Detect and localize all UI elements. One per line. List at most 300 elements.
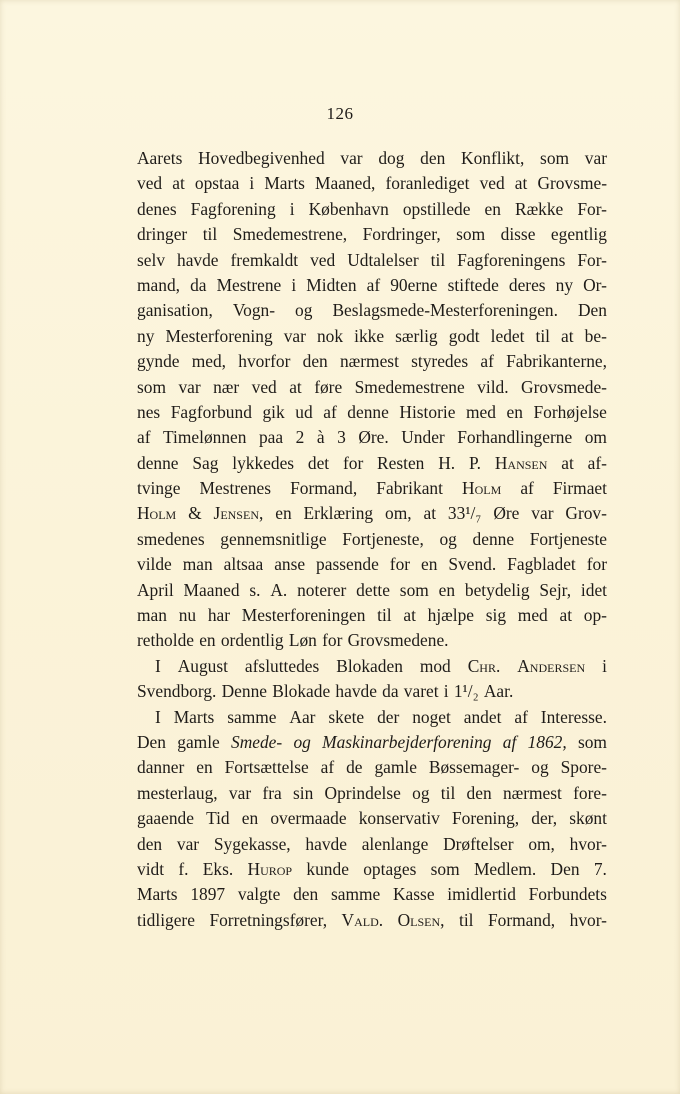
- word: Forhandlingerne: [457, 427, 573, 448]
- word: gynde: [137, 351, 180, 372]
- word: I: [155, 655, 161, 676]
- word: Firmaet: [552, 478, 607, 499]
- word: den: [302, 351, 328, 372]
- word: som: [399, 579, 429, 600]
- word: Holm: [137, 503, 177, 524]
- word: nes: [137, 401, 161, 422]
- word: April: [137, 579, 174, 600]
- word: &: [188, 503, 202, 524]
- word: en: [421, 554, 438, 575]
- word: 2: [295, 427, 305, 448]
- text-line: [137, 273, 607, 298]
- word: nærmest: [502, 782, 562, 803]
- word: da: [382, 681, 399, 702]
- word: nok: [316, 325, 344, 346]
- word: som: [540, 148, 570, 168]
- word: hvorfor: [238, 351, 291, 372]
- word: for: [586, 554, 607, 575]
- word: dog: [378, 148, 405, 168]
- word: ved: [137, 173, 163, 194]
- text-line: [137, 628, 607, 653]
- word: af: [323, 401, 337, 422]
- word: nærmest: [339, 351, 399, 372]
- word: Mestrene: [216, 274, 282, 295]
- word: man: [182, 554, 213, 575]
- word: Fortjeneste,: [342, 528, 424, 549]
- word: Interesse.: [540, 706, 607, 727]
- word: som: [577, 731, 607, 752]
- word: Blokade: [272, 681, 331, 702]
- word: godt: [448, 325, 480, 346]
- word: til: [440, 782, 456, 803]
- word: Svend.: [448, 554, 497, 575]
- word: ledet: [490, 325, 525, 346]
- word: s.: [249, 579, 261, 600]
- text-line: [137, 375, 607, 400]
- word: Jensen,: [213, 503, 264, 524]
- word: Hovedbegivenhed: [198, 148, 325, 168]
- word: Formand,: [488, 909, 556, 930]
- word: konservativ: [358, 808, 440, 829]
- word: gamle: [177, 731, 220, 752]
- word: hjælpe: [427, 605, 475, 626]
- word: H.: [438, 452, 456, 473]
- text-line: [137, 832, 607, 857]
- word: denes: [137, 198, 177, 219]
- word: der,: [531, 808, 558, 829]
- text-line: [137, 654, 607, 679]
- word: mand,: [137, 274, 180, 295]
- word: Aar.: [483, 681, 514, 702]
- word: gamle: [374, 757, 417, 778]
- word: danner: [137, 757, 185, 778]
- word: ud: [295, 401, 313, 422]
- word: 90erne: [390, 274, 438, 295]
- word: skete: [328, 706, 365, 727]
- word: betydelig: [464, 579, 530, 600]
- word: P.: [468, 452, 482, 473]
- word: og: [412, 782, 430, 803]
- word: Forening,: [451, 808, 520, 829]
- word: Chr.: [467, 655, 501, 676]
- word: Aarets: [137, 148, 183, 168]
- word: af: [480, 351, 494, 372]
- word: Resten: [377, 452, 425, 473]
- text-line: [137, 248, 607, 273]
- word: til: [535, 325, 550, 346]
- word: Udtalelser: [347, 249, 419, 270]
- word: andet: [463, 706, 502, 727]
- word: Forhøjelse: [533, 401, 607, 422]
- word: valgte: [237, 884, 281, 905]
- word: Erklæring: [303, 503, 374, 524]
- text-line: [137, 501, 607, 526]
- word: som: [456, 224, 486, 245]
- word: Timelønnen: [163, 427, 247, 448]
- word: Sejr,: [539, 579, 572, 600]
- word: vild.: [477, 376, 509, 397]
- word: af: [320, 757, 335, 778]
- word: med,: [191, 351, 227, 372]
- word: Grovsmede-: [521, 376, 607, 397]
- word: alenlange: [361, 833, 429, 854]
- word: Andersen: [517, 655, 586, 676]
- word: Fagforbund: [170, 401, 252, 422]
- word: Grovsme-: [537, 173, 607, 194]
- word: Historie: [399, 401, 456, 422]
- word: mod: [419, 655, 451, 676]
- word: ordentlig: [220, 630, 284, 651]
- word: afsluttedes: [244, 655, 320, 676]
- word: om,: [528, 833, 555, 854]
- word: dringer: [137, 224, 188, 245]
- text-line: [137, 730, 607, 755]
- word: Grov-: [565, 503, 607, 524]
- text-line: [137, 222, 607, 247]
- word: har: [207, 605, 231, 626]
- text-line: [137, 298, 607, 323]
- word: Mestrenes: [199, 478, 272, 499]
- word: paa: [258, 427, 284, 448]
- word: for: [389, 554, 411, 575]
- text-line: [137, 781, 607, 806]
- text-line: [137, 527, 607, 552]
- word: til: [459, 909, 474, 930]
- word: med: [465, 401, 496, 422]
- word: af: [514, 706, 528, 727]
- text-line: [137, 171, 607, 196]
- word: noterer: [297, 579, 347, 600]
- word: Forretningsfører,: [209, 909, 328, 930]
- word: Fagbladet: [507, 554, 576, 575]
- word: For-: [577, 249, 607, 270]
- word: nær: [213, 376, 240, 397]
- word: Bøssemager-: [428, 757, 520, 778]
- word: som: [137, 376, 166, 397]
- word: egentlig: [550, 224, 607, 245]
- word: den: [420, 148, 446, 168]
- word: idet: [580, 579, 607, 600]
- word: Spore-: [560, 757, 607, 778]
- word: til: [202, 224, 218, 245]
- word: de: [346, 757, 363, 778]
- word: ganisation,: [137, 300, 213, 321]
- word: var: [228, 782, 252, 803]
- text-line: [137, 197, 607, 222]
- word: overmaade: [270, 808, 347, 829]
- word: nu: [178, 605, 197, 626]
- word: Maaned: [183, 579, 240, 600]
- word: om,: [385, 503, 412, 524]
- word: en: [275, 503, 292, 524]
- word: tvinge: [137, 478, 181, 499]
- word: tidligere: [137, 909, 195, 930]
- word: for: [342, 452, 364, 473]
- word: København: [308, 198, 389, 219]
- word: Løn: [288, 630, 317, 651]
- word: en: [196, 757, 213, 778]
- word: gennemsnitlige: [220, 528, 327, 549]
- word: i: [249, 173, 255, 194]
- word: opstaa: [194, 173, 240, 194]
- word: af: [520, 478, 534, 499]
- word: kunde: [306, 858, 349, 879]
- word: fra: [262, 782, 282, 803]
- word: lykkedes: [232, 452, 295, 473]
- word: en: [199, 630, 216, 651]
- word: havde: [177, 249, 219, 270]
- word: altsaa: [223, 554, 264, 575]
- word: skønt: [569, 808, 607, 829]
- word: i: [443, 681, 449, 702]
- word: stiftede: [447, 274, 499, 295]
- word: smedenes: [137, 528, 205, 549]
- word: à: [316, 427, 325, 448]
- word: var: [283, 325, 306, 346]
- page-number: 126: [326, 104, 354, 123]
- word: den: [137, 833, 163, 854]
- text-line: [137, 425, 607, 450]
- word: Marts: [137, 884, 178, 905]
- word: man: [137, 605, 167, 626]
- word: som: [430, 858, 460, 879]
- word: en: [241, 808, 259, 829]
- text-line: [137, 349, 607, 374]
- word: i: [289, 198, 295, 219]
- word: varet: [403, 681, 439, 702]
- word: Fabrikanterne,: [506, 351, 607, 372]
- word: Tid: [206, 808, 230, 829]
- word: var: [340, 148, 363, 168]
- word: mesterlaug,: [137, 782, 218, 803]
- word: Den: [137, 731, 166, 752]
- text-line: [137, 476, 607, 501]
- word: for: [322, 630, 343, 651]
- word: 1862,: [527, 731, 567, 752]
- word: denne: [472, 528, 515, 549]
- word: var: [178, 376, 201, 397]
- word: A.: [270, 579, 288, 600]
- word: en: [484, 198, 501, 219]
- text-line: [137, 908, 607, 933]
- word: Olsen,: [397, 909, 445, 930]
- word: til: [377, 605, 392, 626]
- word: ved: [310, 249, 336, 270]
- word: denne: [137, 452, 179, 473]
- text-line: [137, 324, 607, 349]
- word: ved: [479, 173, 505, 194]
- text-line: [137, 552, 607, 577]
- word: føre: [314, 376, 343, 397]
- word: og: [439, 528, 457, 549]
- word: For-: [577, 198, 607, 219]
- word: Maaned,: [315, 173, 376, 194]
- word: i: [291, 274, 297, 295]
- word: Vald.: [341, 909, 384, 930]
- word: samme: [330, 884, 381, 905]
- word: selv: [137, 249, 166, 270]
- word: fremkaldt: [230, 249, 299, 270]
- word: Denne: [221, 681, 267, 702]
- word: den: [466, 782, 492, 803]
- word: en: [506, 401, 523, 422]
- word: gaaende: [137, 808, 194, 829]
- word: sig: [485, 605, 507, 626]
- word: samme: [227, 706, 277, 727]
- word: Maskinarbejderforening: [322, 731, 492, 752]
- word: Fordringer,: [362, 224, 441, 245]
- word: optages: [363, 858, 417, 879]
- word: 33¹/₇: [447, 503, 482, 524]
- word: at: [423, 503, 437, 524]
- word: Smedemestrene: [354, 376, 465, 397]
- word: ved: [251, 376, 277, 397]
- word: be-: [584, 325, 607, 346]
- word: Den: [550, 858, 580, 879]
- word: op-: [583, 605, 607, 626]
- word: Række: [514, 198, 564, 219]
- word: f.: [178, 858, 189, 879]
- word: med: [517, 605, 548, 626]
- word: Sygekasse,: [213, 833, 291, 854]
- word: Fagforeningens: [457, 249, 566, 270]
- word: Aar: [289, 706, 316, 727]
- text-line: [137, 146, 607, 171]
- word: Mesterforening: [165, 325, 273, 346]
- word: vilde: [137, 554, 172, 575]
- word: 7.: [593, 858, 607, 879]
- word: gik: [262, 401, 285, 422]
- word: at: [561, 325, 574, 346]
- word: Fagforening: [190, 198, 276, 219]
- word: havde: [305, 833, 347, 854]
- body-text: [137, 146, 607, 933]
- word: hvor-: [569, 833, 607, 854]
- word: Medlem.: [473, 858, 537, 879]
- word: Sag: [192, 452, 219, 473]
- word: Marts: [173, 706, 215, 727]
- word: Smedemestrene,: [232, 224, 348, 245]
- word: af: [137, 427, 151, 448]
- word: i: [602, 655, 607, 676]
- word: Grovsmedene.: [347, 630, 449, 651]
- text-line: [137, 857, 607, 882]
- word: Beslagsmede-Mesterforeningen.: [332, 300, 558, 321]
- word: Drøftelser: [443, 833, 514, 854]
- word: ny: [555, 274, 574, 295]
- word: 1897: [190, 884, 226, 905]
- word: vidt: [137, 858, 165, 879]
- word: Holm: [462, 478, 502, 499]
- word: var: [176, 833, 200, 854]
- word: og: [293, 731, 311, 752]
- word: August: [177, 655, 228, 676]
- text-line: [137, 578, 607, 603]
- word: Hansen: [494, 452, 548, 473]
- word: til: [430, 249, 446, 270]
- word: var: [584, 148, 607, 168]
- word: disse: [500, 224, 536, 245]
- word: Forbundets: [528, 884, 607, 905]
- word: foranlediget: [385, 173, 470, 194]
- word: Konflikt,: [461, 148, 525, 168]
- word: Fortsættelse: [224, 757, 309, 778]
- text-line: [137, 451, 607, 476]
- word: Formand,: [290, 478, 358, 499]
- word: Den: [577, 300, 607, 321]
- word: Øre: [493, 503, 520, 524]
- word: Mesterforeningen: [241, 605, 366, 626]
- word: at: [559, 605, 573, 626]
- word: deres: [508, 274, 546, 295]
- word: ny: [137, 325, 155, 346]
- word: og: [295, 300, 313, 321]
- word: Midten: [306, 274, 357, 295]
- word: Kasse: [393, 884, 435, 905]
- word: af: [502, 731, 517, 752]
- word: Marts: [264, 173, 305, 194]
- word: særlig: [395, 325, 438, 346]
- word: at: [172, 173, 185, 194]
- word: Hurop: [247, 858, 293, 879]
- word: styredes: [411, 351, 469, 372]
- word: Eks.: [202, 858, 234, 879]
- word: der: [377, 706, 400, 727]
- word: Smede-: [231, 731, 283, 752]
- text-line: [137, 679, 607, 704]
- word: en: [438, 579, 456, 600]
- word: ikke: [354, 325, 385, 346]
- word: havde: [335, 681, 377, 702]
- word: Øre.: [358, 427, 389, 448]
- word: af: [366, 274, 381, 295]
- word: retholde: [137, 630, 194, 651]
- word: 3: [337, 427, 346, 448]
- word: Vogn-: [232, 300, 276, 321]
- word: hvor-: [569, 909, 607, 930]
- word: noget: [412, 706, 451, 727]
- word: dette: [356, 579, 390, 600]
- word: det: [307, 452, 330, 473]
- word: at: [289, 376, 302, 397]
- word: at: [403, 605, 416, 626]
- word: Or-: [583, 274, 607, 295]
- word: Fabrikant: [376, 478, 443, 499]
- word: Fortjeneste: [529, 528, 607, 549]
- text-line: [137, 882, 607, 907]
- text-line: [137, 603, 607, 628]
- text-line: [137, 705, 607, 730]
- word: 1¹/₂: [453, 681, 479, 702]
- text-line: [137, 755, 607, 780]
- word: af-: [587, 452, 607, 473]
- word: den: [293, 884, 319, 905]
- word: Svendborg.: [137, 681, 217, 702]
- word: om: [584, 427, 607, 448]
- word: I: [155, 706, 161, 727]
- word: opstillede: [402, 198, 471, 219]
- word: var: [531, 503, 554, 524]
- word: sin: [292, 782, 314, 803]
- word: Oprindelse: [324, 782, 401, 803]
- word: da: [190, 274, 207, 295]
- text-line: [137, 400, 607, 425]
- text-line: [137, 806, 607, 831]
- word: at: [561, 452, 574, 473]
- word: Under: [401, 427, 445, 448]
- word: og: [531, 757, 549, 778]
- word: anse: [274, 554, 306, 575]
